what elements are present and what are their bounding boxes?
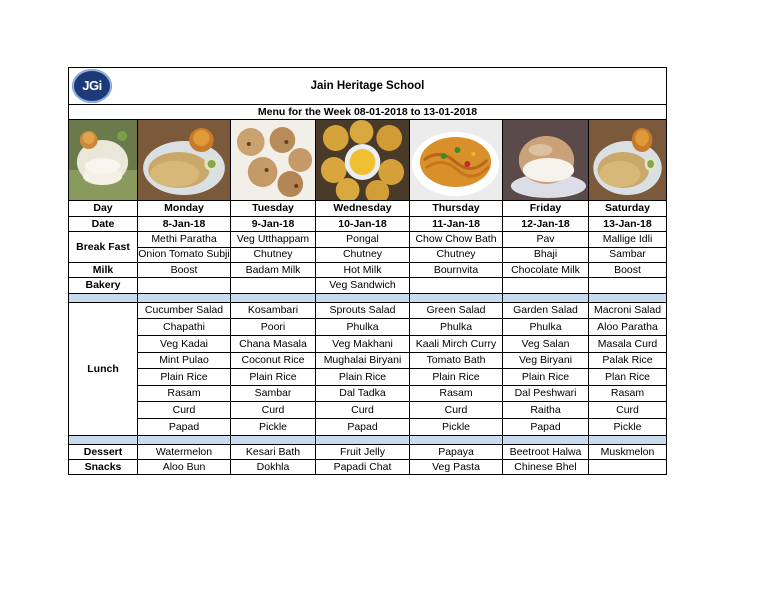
lunch-cell: Papad <box>316 418 410 435</box>
snacks-cell: Chinese Bhel <box>503 459 589 474</box>
breakfast-label: Break Fast <box>69 232 138 263</box>
separator-row <box>69 293 667 302</box>
pongal-photo <box>316 120 409 200</box>
date-cell: 8-Jan-18 <box>138 216 231 231</box>
breakfast-cell: Chow Chow Bath <box>410 232 503 247</box>
snacks-cell <box>589 459 667 474</box>
date-row <box>69 216 667 231</box>
school-logo: JGi <box>72 69 112 103</box>
bakery-cell <box>231 278 316 293</box>
date-cell: 9-Jan-18 <box>231 216 316 231</box>
lunch-cell: Sprouts Salad <box>316 302 410 319</box>
lunch-cell: Curd <box>138 402 231 419</box>
dessert-cell: Beetroot Halwa <box>503 444 589 459</box>
snacks-cell: Papadi Chat <box>316 459 410 474</box>
food-photo-cell <box>410 120 503 201</box>
lunch-cell: Kosambari <box>231 302 316 319</box>
day-row <box>69 201 667 216</box>
lunch-cell: Chana Masala <box>231 336 316 353</box>
breakfast-row <box>69 247 667 262</box>
lunch-cell: Plain Rice <box>231 369 316 386</box>
bakery-cell <box>138 278 231 293</box>
lunch-cell: Papad <box>503 418 589 435</box>
lunch-cell: Phulka <box>410 319 503 336</box>
food-photo-cell <box>69 120 138 201</box>
lunch-row <box>69 385 667 402</box>
milk-cell: Chocolate Milk <box>503 263 589 278</box>
lunch-cell: Curd <box>316 402 410 419</box>
date-cell: 11-Jan-18 <box>410 216 503 231</box>
lunch-cell: Curd <box>410 402 503 419</box>
milk-cell: Boost <box>138 263 231 278</box>
breakfast-cell: Sambar <box>589 247 667 262</box>
milk-cell: Hot Milk <box>316 263 410 278</box>
noodles-photo <box>410 120 502 200</box>
lunch-cell: Garden Salad <box>503 302 589 319</box>
day-cell: Thursday <box>410 201 503 216</box>
food-photo-cell <box>589 120 667 201</box>
bun-photo <box>503 120 588 200</box>
snacks-cell: Veg Pasta <box>410 459 503 474</box>
day-cell: Wednesday <box>316 201 410 216</box>
lunch-cell: Plain Rice <box>138 369 231 386</box>
separator-row <box>69 435 667 444</box>
breakfast-cell: Mallige Idli <box>589 232 667 247</box>
lunch-cell: Sambar <box>231 385 316 402</box>
snacks-row <box>69 459 667 474</box>
day-cell: Friday <box>503 201 589 216</box>
breakfast-cell: Onion Tomato Subji <box>138 247 231 262</box>
lunch-cell: Veg Salan <box>503 336 589 353</box>
dessert-label: Dessert <box>69 444 138 459</box>
dessert-cell: Kesari Bath <box>231 444 316 459</box>
lunch-cell: Palak Rice <box>589 352 667 369</box>
lunch-cell: Macroni Salad <box>589 302 667 319</box>
menu-sheet <box>68 67 666 475</box>
lunch-cell: Mint Pulao <box>138 352 231 369</box>
lunch-cell: Mughalai Biryani <box>316 352 410 369</box>
bakery-label: Bakery <box>69 278 138 293</box>
breakfast-cell: Chutney <box>316 247 410 262</box>
lunch-cell: Masala Curd <box>589 336 667 353</box>
breakfast-cell: Methi Paratha <box>138 232 231 247</box>
menu-week-subtitle: Menu for the Week 08-01-2018 to 13-01-2018 <box>69 105 667 120</box>
day-cell: Tuesday <box>231 201 316 216</box>
dessert-cell: Fruit Jelly <box>316 444 410 459</box>
lunch-row <box>69 302 667 319</box>
day-cell: Saturday <box>589 201 667 216</box>
lunch-cell: Pickle <box>589 418 667 435</box>
lunch-cell: Chapathi <box>138 319 231 336</box>
food-photo-cell <box>231 120 316 201</box>
day-cell: Monday <box>138 201 231 216</box>
lunch-cell: Plain Rice <box>316 369 410 386</box>
dessert-cell: Watermelon <box>138 444 231 459</box>
milk-cell: Bournvita <box>410 263 503 278</box>
lunch-cell: Phulka <box>503 319 589 336</box>
date-cell: 10-Jan-18 <box>316 216 410 231</box>
lunch-cell: Aloo Paratha <box>589 319 667 336</box>
lunch-cell: Curd <box>589 402 667 419</box>
lunch-cell: Tomato Bath <box>410 352 503 369</box>
milk-row <box>69 263 667 278</box>
breakfast-row <box>69 232 667 247</box>
lunch-cell: Dal Peshwari <box>503 385 589 402</box>
lunch-cell: Rasam <box>138 385 231 402</box>
snacks-cell: Aloo Bun <box>138 459 231 474</box>
lunch-row <box>69 336 667 353</box>
lunch-cell: Cucumber Salad <box>138 302 231 319</box>
lunch-cell: Plain Rice <box>503 369 589 386</box>
paratha-photo <box>589 120 666 200</box>
title-cell <box>69 68 667 105</box>
breakfast-cell: Pav <box>503 232 589 247</box>
breakfast-cell: Chutney <box>410 247 503 262</box>
breakfast-cell: Chutney <box>231 247 316 262</box>
lunch-row <box>69 418 667 435</box>
school-name: Jain Heritage School <box>310 79 425 92</box>
food-photo-cell <box>138 120 231 201</box>
breakfast-cell: Bhaji <box>503 247 589 262</box>
lunch-cell: Plan Rice <box>589 369 667 386</box>
snacks-cell: Dokhla <box>231 459 316 474</box>
date-cell: 12-Jan-18 <box>503 216 589 231</box>
lunch-cell: Pickle <box>410 418 503 435</box>
bakery-cell: Veg Sandwich <box>316 278 410 293</box>
lunch-cell: Rasam <box>589 385 667 402</box>
lunch-cell: Curd <box>231 402 316 419</box>
lunch-row <box>69 402 667 419</box>
bakery-cell <box>503 278 589 293</box>
lunch-cell: Papad <box>138 418 231 435</box>
lunch-cell: Raitha <box>503 402 589 419</box>
food-photo-cell <box>503 120 589 201</box>
dessert-cell: Papaya <box>410 444 503 459</box>
milk-label: Milk <box>69 263 138 278</box>
dessert-row <box>69 444 667 459</box>
lunch-cell: Pickle <box>231 418 316 435</box>
lunch-cell: Phulka <box>316 319 410 336</box>
milk-cell: Boost <box>589 263 667 278</box>
lunch-cell: Green Salad <box>410 302 503 319</box>
breakfast-cell: Veg Utthappam <box>231 232 316 247</box>
date-label: Date <box>69 216 138 231</box>
lunch-row <box>69 319 667 336</box>
bakery-cell <box>589 278 667 293</box>
lunch-cell: Rasam <box>410 385 503 402</box>
lunch-cell: Veg Makhani <box>316 336 410 353</box>
breakfast-cell: Pongal <box>316 232 410 247</box>
lunch-cell: Coconut Rice <box>231 352 316 369</box>
lunch-label: Lunch <box>69 302 138 435</box>
snacks-label: Snacks <box>69 459 138 474</box>
lunch-row <box>69 352 667 369</box>
lunch-cell: Kaali Mirch Curry <box>410 336 503 353</box>
bakery-row <box>69 278 667 293</box>
lunch-cell: Dal Tadka <box>316 385 410 402</box>
lunch-row <box>69 369 667 386</box>
lunch-cell: Veg Biryani <box>503 352 589 369</box>
date-cell: 13-Jan-18 <box>589 216 667 231</box>
milk-cell: Badam Milk <box>231 263 316 278</box>
idli-photo <box>69 120 137 200</box>
lunch-cell: Plain Rice <box>410 369 503 386</box>
food-photo-cell <box>316 120 410 201</box>
bakery-cell <box>410 278 503 293</box>
lunch-cell: Poori <box>231 319 316 336</box>
dessert-cell: Muskmelon <box>589 444 667 459</box>
paratha-photo <box>138 120 230 200</box>
food-photo-row <box>69 120 667 201</box>
menu-table <box>68 67 667 475</box>
lunch-cell: Veg Kadai <box>138 336 231 353</box>
day-label: Day <box>69 201 138 216</box>
cookies-photo <box>231 120 315 200</box>
